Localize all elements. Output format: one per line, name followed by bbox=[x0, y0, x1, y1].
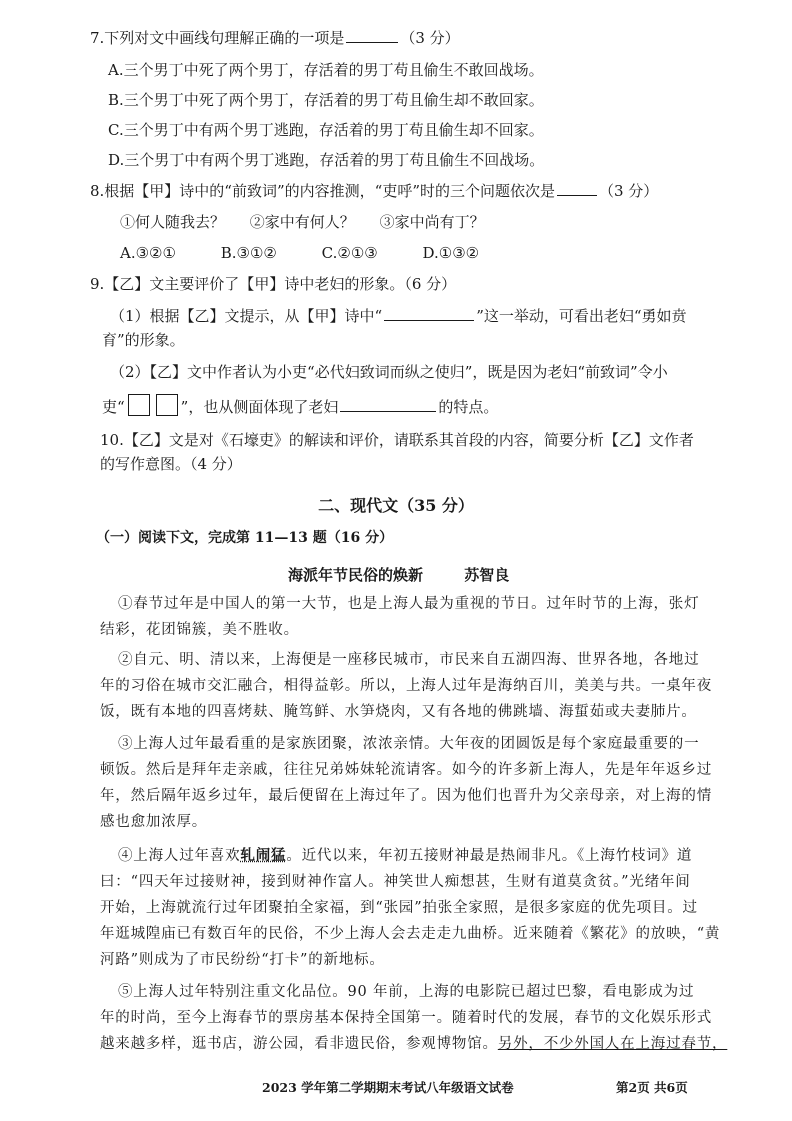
para4-text-b: 。近代以来，年初五接财神最是热闹非凡。《上海竹枝词》道 bbox=[286, 848, 693, 864]
q7-option-d: D.三个男丁中有两个男丁逃跑，存活着的男丁苟且偷生不回战场。 bbox=[108, 151, 545, 169]
q8-choice-d: D.①③② bbox=[422, 244, 480, 262]
q8-stem bbox=[90, 181, 658, 201]
article-author: 苏智良 bbox=[464, 566, 510, 584]
q7-stem bbox=[90, 28, 460, 48]
para5-line2: 年的时尚，至今上海春节的票房基本保持全国第一。随着时代的发展，春节的文化娱乐形式 bbox=[100, 1010, 712, 1026]
para3-line4: 感也愈加浓厚。 bbox=[100, 814, 208, 830]
q8-stem-text: 8.根据【甲】诗中的“前致词”的内容推测，“吏呼”时的三个问题依次是 bbox=[90, 182, 555, 200]
q10-line-1: 10.【乙】文是对《石壕吏》的解读和评价，请联系其首段的内容，简要分析【乙】文作者 bbox=[100, 431, 694, 449]
q8-choice-c: C.②①③ bbox=[321, 244, 378, 262]
q7-answer-blank[interactable] bbox=[346, 28, 398, 43]
footer-exam-title: 2023 学年第二学期期末考试八年级语文试卷 bbox=[262, 1080, 514, 1095]
para5-text: 越来越多样，逛书店，游公园，看非遗民俗，参观博物馆。 bbox=[100, 1036, 498, 1052]
q9-part1-text-b: ”这一举动，可看出老妇“勇如贲 bbox=[476, 307, 687, 325]
q8-item-3: ③家中尚有丁？ bbox=[379, 213, 485, 231]
para4-emphasis: 轧闹猛 bbox=[240, 847, 287, 864]
q9-part1 bbox=[110, 306, 687, 326]
section-heading: 二、现代文（35 分） bbox=[318, 496, 474, 515]
q7-option-a: A.三个男丁中死了两个男丁，存活着的男丁苟且偷生不敢回战场。 bbox=[108, 61, 544, 79]
para5-line1: ⑤上海人过年特别注重文化品位。90 年前，上海的电影院已超过巴黎，看电影成为过 bbox=[118, 984, 695, 1000]
q9-stem: 9.【乙】文主要评价了【甲】诗中老妇的形象。（6 分） bbox=[90, 275, 457, 293]
para4-line1 bbox=[118, 846, 692, 866]
footer-page-number: 第2页 共6页 bbox=[616, 1080, 688, 1095]
para2-line3: 饭，既有本地的四喜烤麸、腌笃鲜、水笋烧肉，又有各地的佛跳墙、海蜇茹或夫妻肺片。 bbox=[100, 704, 697, 720]
q9-part1-text-a: （1）根据【乙】文提示，从【甲】诗中“ bbox=[110, 307, 383, 325]
para4-line5: 河路”则成为了市民纷纷“打卡”的新地标。 bbox=[100, 952, 385, 968]
q9-part2-text-b: 吏“ bbox=[102, 398, 125, 416]
q8-choice-b: B.③①② bbox=[220, 244, 277, 262]
article-title bbox=[288, 565, 509, 585]
section-subheading: （一）阅读下文，完成第 11—13 题（16 分） bbox=[96, 530, 394, 546]
q8-item-2: ②家中有何人？ bbox=[249, 213, 355, 231]
q9-part2: （2）【乙】文中作者认为小吏“必代妇致词而纵之使归”，既是因为老妇“前致词”令小 bbox=[110, 363, 668, 381]
para3-line1: ③上海人过年最看重的是家族团聚，浓浓亲情。大年夜的团圆饭是每个家庭最重要的一 bbox=[118, 736, 700, 752]
q9-part2-cont bbox=[102, 394, 498, 417]
para3-line3: 年，然后隔年返乡过年，最后便留在上海过年了。因为他们也晋升为父亲母亲，对上海的情 bbox=[100, 788, 712, 804]
q8-item-1: ①何人随我去？ bbox=[120, 213, 226, 231]
q10-line-2: 的写作意图。（4 分） bbox=[100, 455, 242, 473]
article-title-text: 海派年节民俗的焕新 bbox=[288, 566, 424, 584]
q9-part2-text-c: ”，也从侧面体现了老妇 bbox=[180, 398, 339, 416]
q9-part1-blank[interactable] bbox=[384, 306, 474, 321]
para2-line1: ②自元、明、清以来，上海便是一座移民城市，市民来自五湖四海、世界各地，各地过 bbox=[118, 652, 700, 668]
para4-line4: 年逛城隍庙已有数百年的民俗，不少上海人会去走走九曲桥。近来随着《繁花》的放映，“黄 bbox=[100, 926, 721, 942]
q7-score: （3 分） bbox=[400, 29, 460, 47]
q7-option-b: B.三个男丁中死了两个男丁，存活着的男丁苟且偷生却不敢回家。 bbox=[108, 91, 544, 109]
q9-part2-blank[interactable] bbox=[340, 397, 436, 412]
para4-line2: 曰：“四天年过接财神，接到财神作富人。神笑世人痴想甚，生财有道莫贪贫。”光绪年间 bbox=[100, 874, 691, 890]
para1-line2: 结彩，花团锦簇，美不胜收。 bbox=[100, 622, 299, 638]
para1-line1: ①春节过年是中国人的第一大节，也是上海人最为重视的节日。过年时节的上海，张灯 bbox=[118, 596, 700, 612]
para3-line2: 顿饭。然后是拜年走亲戚，往往兄弟姊妹轮流请客。如今的许多新上海人，先是年年返乡过 bbox=[100, 762, 712, 778]
q9-part1-cont: 育”的形象。 bbox=[102, 331, 185, 349]
para2-line2: 年的习俗在城市交汇融合，相得益彰。所以，上海人过年是海纳百川，美美与共。一桌年夜 bbox=[100, 678, 712, 694]
q9-part2-text-d: 的特点。 bbox=[438, 398, 499, 416]
para4-text-a: ④上海人过年喜欢 bbox=[118, 848, 241, 864]
q8-answer-blank[interactable] bbox=[557, 181, 597, 196]
para4-line3: 开始，上海就流行过年团聚拍全家福，到“张园”拍张全家照，是很多家庭的优先项目。过 bbox=[100, 900, 698, 916]
para5-line3 bbox=[100, 1034, 727, 1054]
q8-score: （3 分） bbox=[599, 182, 659, 200]
q7-stem-text: 7.下列对文中画线句理解正确的一项是 bbox=[90, 29, 345, 47]
q9-answer-box-1[interactable] bbox=[128, 394, 150, 416]
q8-items bbox=[120, 212, 485, 232]
q8-choice-a: A.③②① bbox=[120, 244, 176, 262]
para5-underlined: 另外，不少外国人在上海过春节， bbox=[497, 1036, 728, 1052]
q8-choices bbox=[120, 243, 479, 263]
q9-answer-box-2[interactable] bbox=[156, 394, 178, 416]
q7-option-c: C.三个男丁中有两个男丁逃跑，存活着的男丁苟且偷生却不回家。 bbox=[108, 121, 544, 139]
